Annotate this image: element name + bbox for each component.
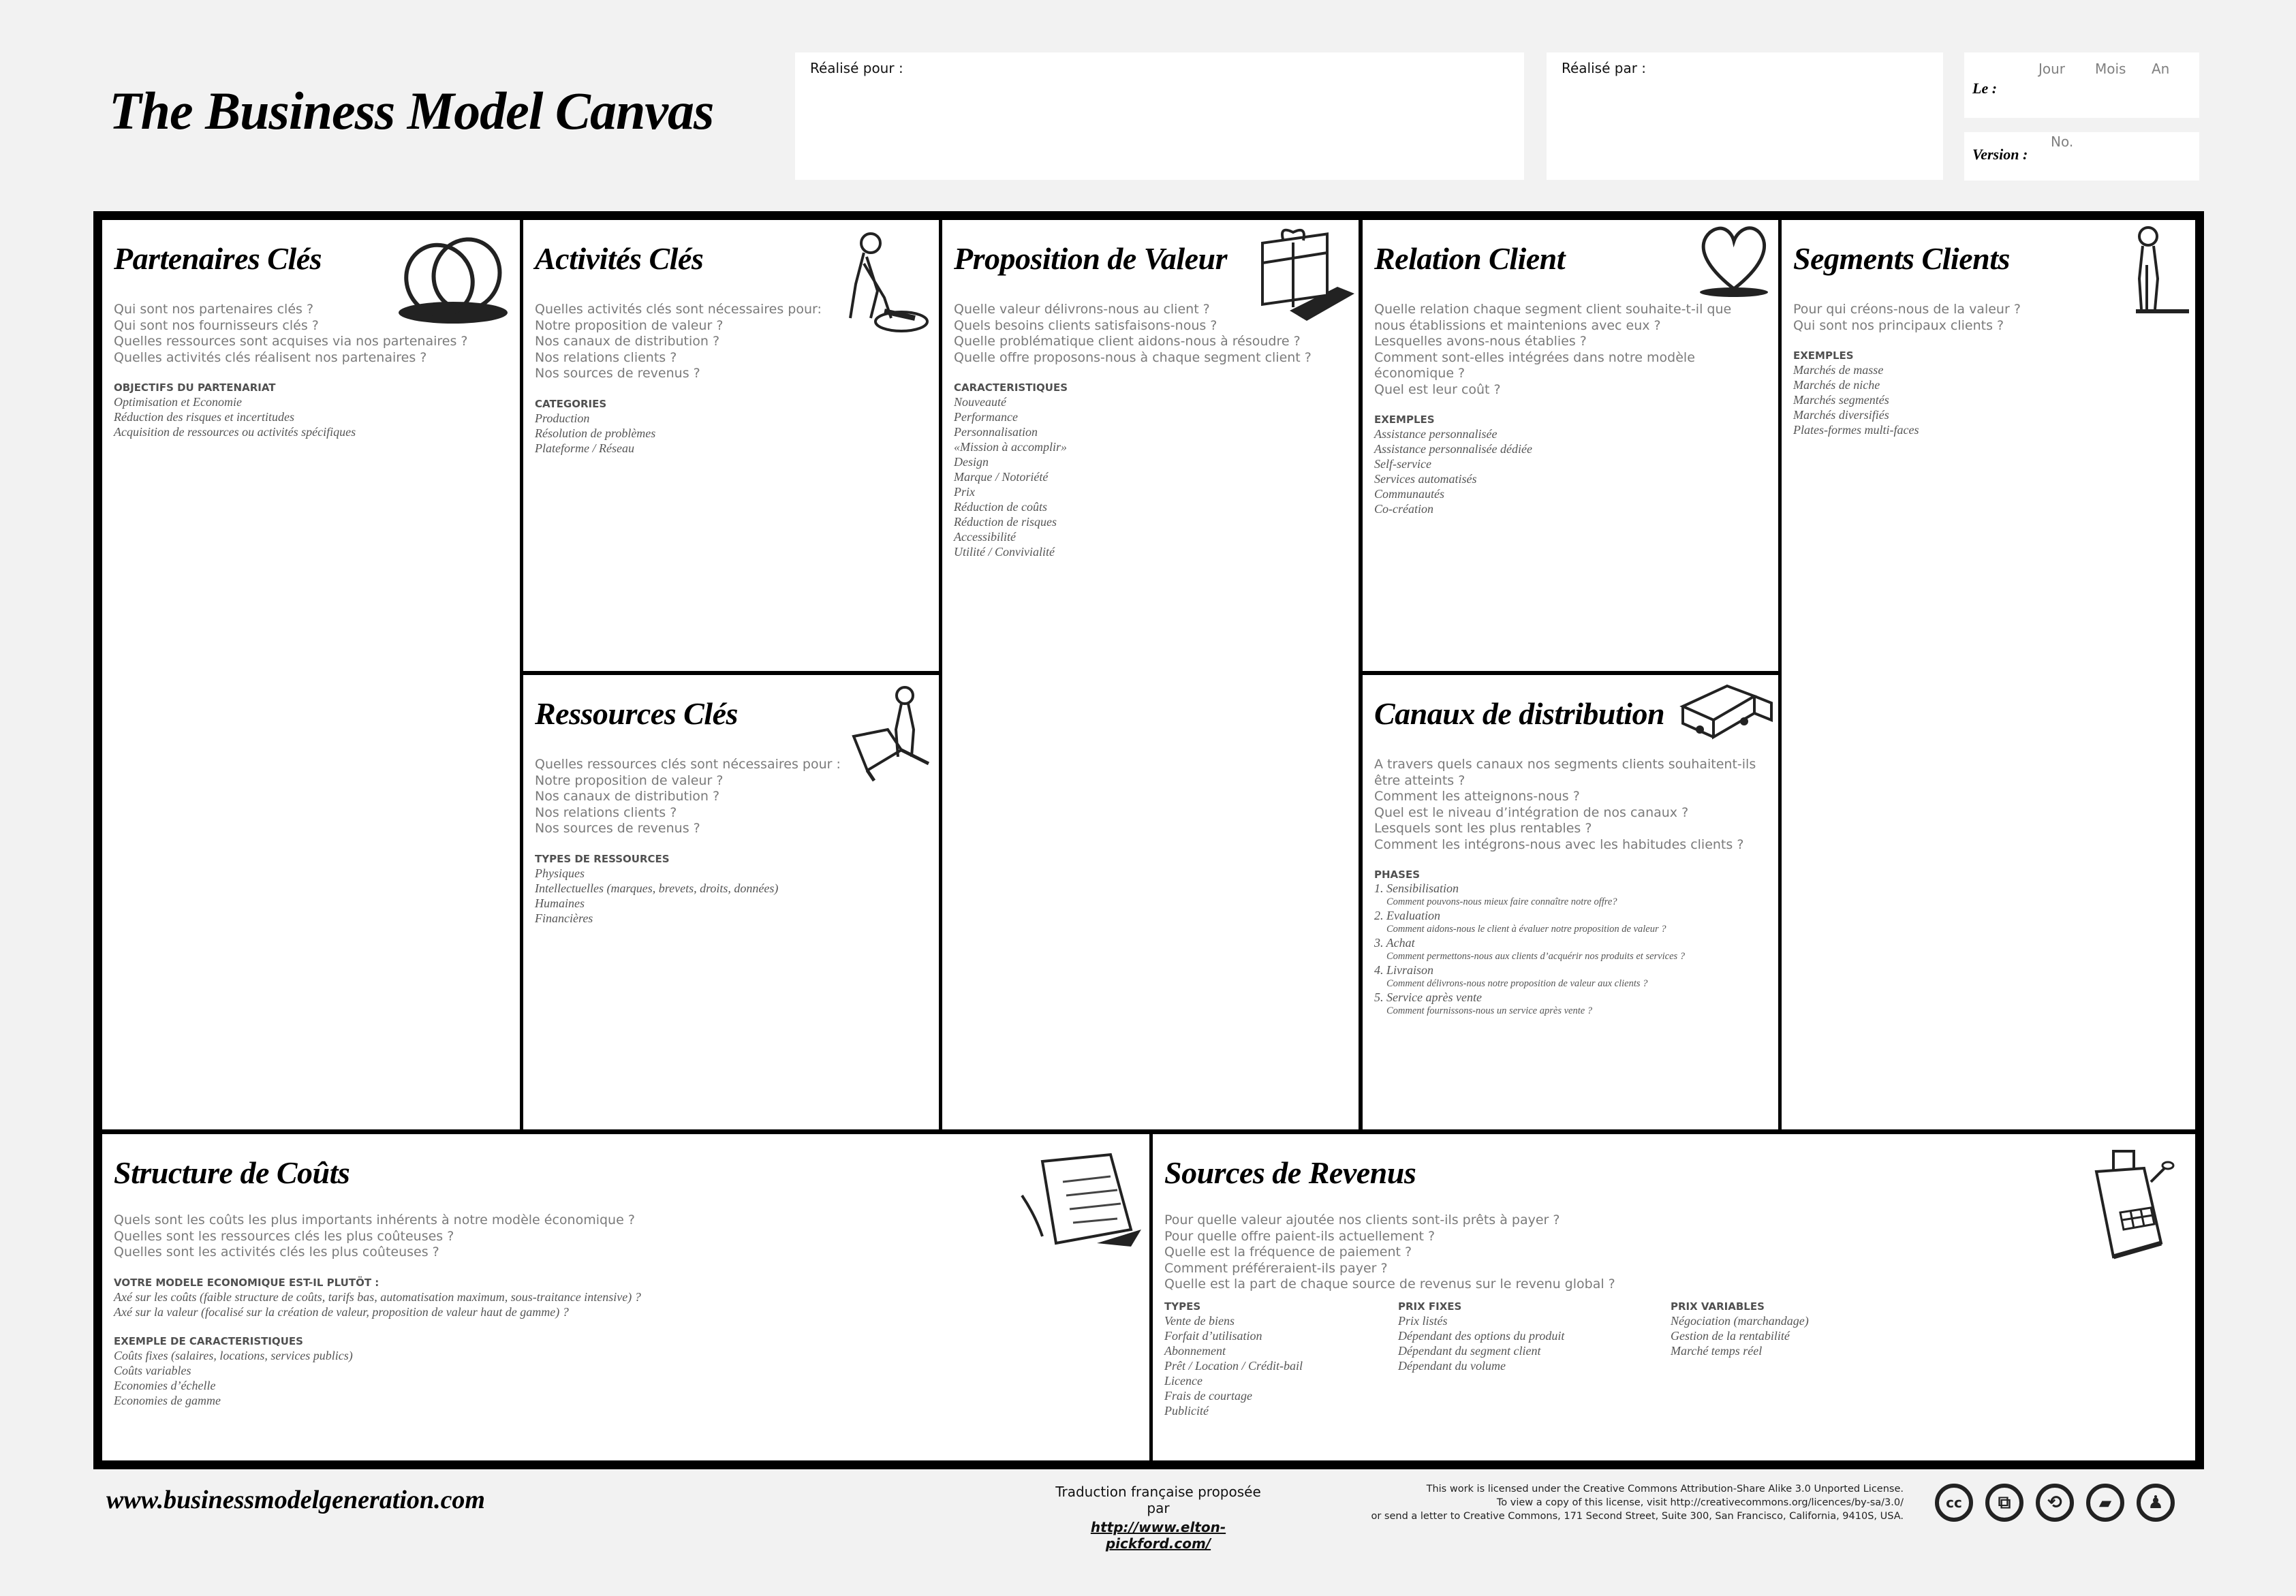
- block-title: Partenaires Clés: [114, 241, 322, 276]
- question: Lesquels sont les plus rentables ?: [1374, 821, 1592, 836]
- version-number-label: No.: [2051, 134, 2074, 150]
- cc-icon: cc: [1935, 1484, 1973, 1522]
- section-title: TYPES DE RESSOURCES: [535, 852, 670, 865]
- list-item: Nouveauté: [954, 395, 1006, 409]
- list-item: Dépendant du volume: [1398, 1358, 1506, 1373]
- question: Nos sources de revenus ?: [535, 366, 700, 381]
- cc-license-icons: [1935, 1484, 2175, 1522]
- question: Comment préféreraient-ils payer ?: [1164, 1260, 1388, 1276]
- question: Qui sont nos fournisseurs clés ?: [114, 317, 319, 333]
- revenue-columns: [1164, 1300, 2188, 1418]
- question: Quelle est la fréquence de paiement ?: [1164, 1245, 1412, 1259]
- list-item: «Mission à accomplir»: [954, 440, 1067, 454]
- phase-name: 2. Evaluation: [1374, 909, 1440, 922]
- list-item: Dépendant des options du produit: [1398, 1328, 1565, 1343]
- license-line: or send a letter to Creative Commons, 171 Second Street, Suite 300, San Francisco, California, 9410S, USA.: [1371, 1511, 1904, 1522]
- list-item: Communautés: [1374, 487, 1444, 501]
- question: Quelle relation chaque segment client souhaite-t-il que nous établissions et maintenions avec eux ?: [1374, 302, 1732, 333]
- list-item: Assistance personnalisée dédiée: [1374, 442, 1532, 456]
- section-title: EXEMPLES: [1374, 413, 1435, 426]
- section-title: EXEMPLE DE CARACTERISTIQUES: [114, 1334, 303, 1347]
- section-title: PRIX VARIABLES: [1671, 1300, 1765, 1313]
- block-title: Ressources Clés: [535, 696, 738, 731]
- block-ressources-cles[interactable]: [523, 675, 939, 1129]
- question: Quelle problématique client aidons-nous à résoudre ?: [954, 334, 1301, 349]
- block-proposition-de-valeur[interactable]: [942, 220, 1359, 1129]
- list-item: Personnalisation: [954, 425, 1038, 439]
- phase-name: 1. Sensibilisation: [1374, 881, 1459, 895]
- question: Pour qui créons-nous de la valeur ?: [1793, 302, 2021, 317]
- list-item: Vente de biens: [1164, 1313, 1235, 1328]
- block-activites-cles[interactable]: [523, 220, 939, 671]
- question: Notre proposition de valeur ?: [535, 317, 724, 333]
- question: Quels besoins clients satisfaisons-nous ?: [954, 317, 1217, 333]
- block-title: Proposition de Valeur: [954, 241, 1228, 276]
- list-item: Assistance personnalisée: [1374, 427, 1498, 441]
- block-title: Structure de Coûts: [114, 1155, 350, 1190]
- section-title: CARACTERISTIQUES: [954, 381, 1068, 394]
- question: Quelles ressources sont acquises via nos partenaires ?: [114, 334, 468, 349]
- question: Comment les atteignons-nous ?: [1374, 789, 1580, 804]
- block-title: Canaux de distribution: [1374, 696, 1665, 731]
- list-item: Marchés diversifiés: [1793, 408, 1889, 422]
- question: Quels sont les coûts les plus importants inhérents à notre modèle économique ?: [114, 1212, 635, 1227]
- list-item: Plates-formes multi-faces: [1793, 423, 1919, 437]
- section-title: EXEMPLES: [1793, 349, 1854, 362]
- list-item: Plateforme / Réseau: [535, 441, 634, 455]
- block-relation-client[interactable]: [1363, 220, 1778, 671]
- question: Lesquelles avons-nous établies ?: [1374, 334, 1587, 349]
- list-item: Négociation (marchandage): [1671, 1313, 1809, 1328]
- realise-pour-box[interactable]: [795, 52, 1524, 180]
- phase-desc: Comment délivrons-nous notre proposition de valeur aux clients ?: [1386, 978, 1648, 989]
- question: Qui sont nos partenaires clés ?: [114, 302, 314, 317]
- phase-desc: Comment pouvons-nous mieux faire connaître notre offre?: [1386, 896, 1617, 907]
- section-title: PHASES: [1374, 869, 1421, 881]
- section-title: PRIX FIXES: [1398, 1300, 1462, 1313]
- translation-credit: [1042, 1484, 1274, 1552]
- list-item: Humaines: [535, 896, 585, 910]
- question: Nos canaux de distribution ?: [535, 789, 720, 804]
- list-item: Co-création: [1374, 502, 1433, 516]
- block-title: Activités Clés: [535, 241, 704, 276]
- list-item: Axé sur la valeur (focalisé sur la création de valeur, proposition de valeur haut de gamme) ?: [114, 1304, 569, 1319]
- question: Quelle valeur délivrons-nous au client ?: [954, 302, 1210, 317]
- list-item: Réduction des risques et incertitudes: [114, 410, 294, 424]
- list-item: Physiques: [535, 866, 585, 880]
- question: Quelles ressources clés sont nécessaires pour :: [535, 757, 841, 772]
- website-link[interactable]: www.businessmodelgeneration.com: [106, 1486, 485, 1514]
- list-item: Financières: [535, 911, 593, 925]
- list-item: Réduction de coûts: [954, 500, 1047, 514]
- list-item: Marchés de niche: [1793, 378, 1880, 392]
- block-segments-clients[interactable]: [1782, 220, 2195, 1129]
- license-text: [1371, 1482, 1904, 1523]
- phase-name: 4. Livraison: [1374, 963, 1434, 977]
- date-day-label: Jour: [2038, 61, 2066, 77]
- list-item: Licence: [1164, 1373, 1203, 1388]
- list-item: Design: [954, 455, 989, 469]
- question: Nos relations clients ?: [535, 349, 677, 365]
- question: Quel est leur coût ?: [1374, 381, 1501, 397]
- list-item: Acquisition de ressources ou activités spécifiques: [114, 425, 356, 439]
- list-item: Self-service: [1374, 457, 1431, 471]
- list-item: Dépendant du segment client: [1398, 1343, 1541, 1358]
- list-item: Prix: [954, 485, 975, 499]
- realise-par-box[interactable]: [1547, 52, 1943, 180]
- date-label: Le :: [1972, 80, 1998, 97]
- date-year-label: An: [2152, 61, 2170, 77]
- list-item: Résolution de problèmes: [535, 426, 656, 440]
- list-item: Prix listés: [1398, 1313, 1448, 1328]
- revenue-column-types: [1164, 1300, 1398, 1418]
- version-box[interactable]: [1964, 132, 2199, 181]
- revenue-column-prix-variables: [1671, 1300, 1943, 1418]
- list-item: Coûts fixes (salaires, locations, services publics): [114, 1348, 353, 1362]
- block-sources-de-revenus[interactable]: [1153, 1134, 2195, 1460]
- question: Quelles activités clés réalisent nos partenaires ?: [114, 349, 427, 365]
- date-month-label: Mois: [2095, 61, 2126, 77]
- phase-desc: Comment fournissons-nous un service après vente ?: [1386, 1005, 1593, 1016]
- question: Quelle offre proposons-nous à chaque segment client ?: [954, 349, 1312, 365]
- question: Pour quelle offre paient-ils actuellement ?: [1164, 1228, 1436, 1244]
- share-alike-icon: ⟲: [2036, 1484, 2074, 1522]
- translation-link[interactable]: http://www.elton-pickford.com/: [1090, 1519, 1226, 1552]
- list-item: Axé sur les coûts (faible structure de coûts, tarifs bas, automatisation maximum, sous-traitance intensive) ?: [114, 1289, 641, 1304]
- question: Quelles sont les activités clés les plus coûteuses ?: [114, 1245, 439, 1259]
- question: Nos sources de revenus ?: [535, 821, 700, 836]
- list-item: Production: [535, 411, 590, 425]
- list-item: Coûts variables: [114, 1363, 191, 1377]
- phase-name: 3. Achat: [1374, 936, 1415, 950]
- list-item: Marque / Notoriété: [954, 470, 1049, 484]
- list-item: Accessibilité: [954, 530, 1016, 544]
- block-structure-de-couts[interactable]: [102, 1134, 1149, 1460]
- page-title: The Business Model Canvas: [109, 81, 714, 140]
- list-item: Utilité / Convivialité: [954, 545, 1055, 559]
- list-item: Forfait d’utilisation: [1164, 1328, 1262, 1343]
- realise-pour-label: Réalisé pour :: [810, 60, 903, 76]
- block-title: Relation Client: [1374, 241, 1566, 276]
- question: Pour quelle valeur ajoutée nos clients sont-ils prêts à payer ?: [1164, 1212, 1560, 1227]
- list-item: Frais de courtage: [1164, 1388, 1252, 1403]
- noncommercial-icon: ▰: [2086, 1484, 2124, 1522]
- question: Quelles sont les ressources clés les plus coûteuses ?: [114, 1228, 454, 1244]
- question: Comment sont-elles intégrées dans notre modèle économique ?: [1374, 349, 1695, 381]
- question: A travers quels canaux nos segments clients souhaitent-ils être atteints ?: [1374, 757, 1756, 788]
- list-item: Réduction de risques: [954, 515, 1057, 529]
- list-item: Gestion de la rentabilité: [1671, 1328, 1790, 1343]
- section-title: VOTRE MODELE ECONOMIQUE EST-IL PLUTÖT :: [114, 1276, 379, 1289]
- list-item: Economies de gamme: [114, 1393, 221, 1407]
- version-label: Version :: [1972, 146, 2028, 163]
- realise-par-label: Réalisé par :: [1562, 60, 1647, 76]
- delivery-truck-icon: [1679, 679, 1775, 747]
- list-item: Marchés de masse: [1793, 363, 1884, 377]
- phase-desc: Comment permettons-nous aux clients d’acquérir nos produits et services ?: [1386, 951, 1686, 962]
- block-canaux-de-distribution[interactable]: [1363, 675, 1778, 1129]
- question: Quelles activités clés sont nécessaires pour:: [535, 302, 822, 317]
- question: Quel est le niveau d’intégration de nos canaux ?: [1374, 804, 1689, 820]
- date-box[interactable]: [1964, 52, 2199, 118]
- section-title: OBJECTIFS DU PARTENARIAT: [114, 381, 276, 394]
- block-partenaires-cles[interactable]: [102, 220, 520, 1129]
- list-item: Intellectuelles (marques, brevets, droits, données): [535, 881, 779, 895]
- list-item: Abonnement: [1164, 1343, 1226, 1358]
- list-item: Publicité: [1164, 1403, 1209, 1418]
- question: Nos canaux de distribution ?: [535, 334, 720, 349]
- list-item: Performance: [954, 410, 1018, 424]
- list-item: Services automatisés: [1374, 472, 1477, 486]
- revenue-column-prix-fixes: [1398, 1300, 1671, 1418]
- list-item: Economies d’échelle: [114, 1378, 216, 1392]
- question: Notre proposition de valeur ?: [535, 772, 724, 788]
- list-item: Prêt / Location / Crédit-bail: [1164, 1358, 1303, 1373]
- attribution-icon: ♟: [2137, 1484, 2175, 1522]
- question: Comment les intégrons-nous avec les habitudes clients ?: [1374, 836, 1744, 852]
- phase-name: 5. Service après vente: [1374, 990, 1482, 1004]
- list-item: Marchés segmentés: [1793, 393, 1889, 407]
- list-item: Marché temps réel: [1671, 1343, 1763, 1358]
- block-title: Segments Clients: [1793, 241, 2010, 276]
- question: Quelle est la part de chaque source de revenus sur le revenu global ?: [1164, 1277, 1615, 1292]
- phase-desc: Comment aidons-nous le client à évaluer notre proposition de valeur ?: [1386, 924, 1666, 935]
- block-title: Sources de Revenus: [1164, 1155, 1416, 1190]
- copy-icon: ⧉: [1985, 1484, 2023, 1522]
- section-title: TYPES: [1164, 1300, 1201, 1313]
- question: Nos relations clients ?: [535, 804, 677, 820]
- question: Qui sont nos principaux clients ?: [1793, 317, 2004, 333]
- list-item: Optimisation et Economie: [114, 395, 242, 409]
- license-line: This work is licensed under the Creative Commons Attribution-Share Alike 3.0 Unported License.: [1426, 1484, 1904, 1495]
- heart-icon: [1696, 224, 1771, 299]
- license-line: To view a copy of this license, visit http://creativecommons.org/licences/by-sa/3.0/: [1496, 1497, 1904, 1508]
- section-title: CATEGORIES: [535, 397, 607, 410]
- translation-label: Traduction française proposée par: [1055, 1484, 1261, 1516]
